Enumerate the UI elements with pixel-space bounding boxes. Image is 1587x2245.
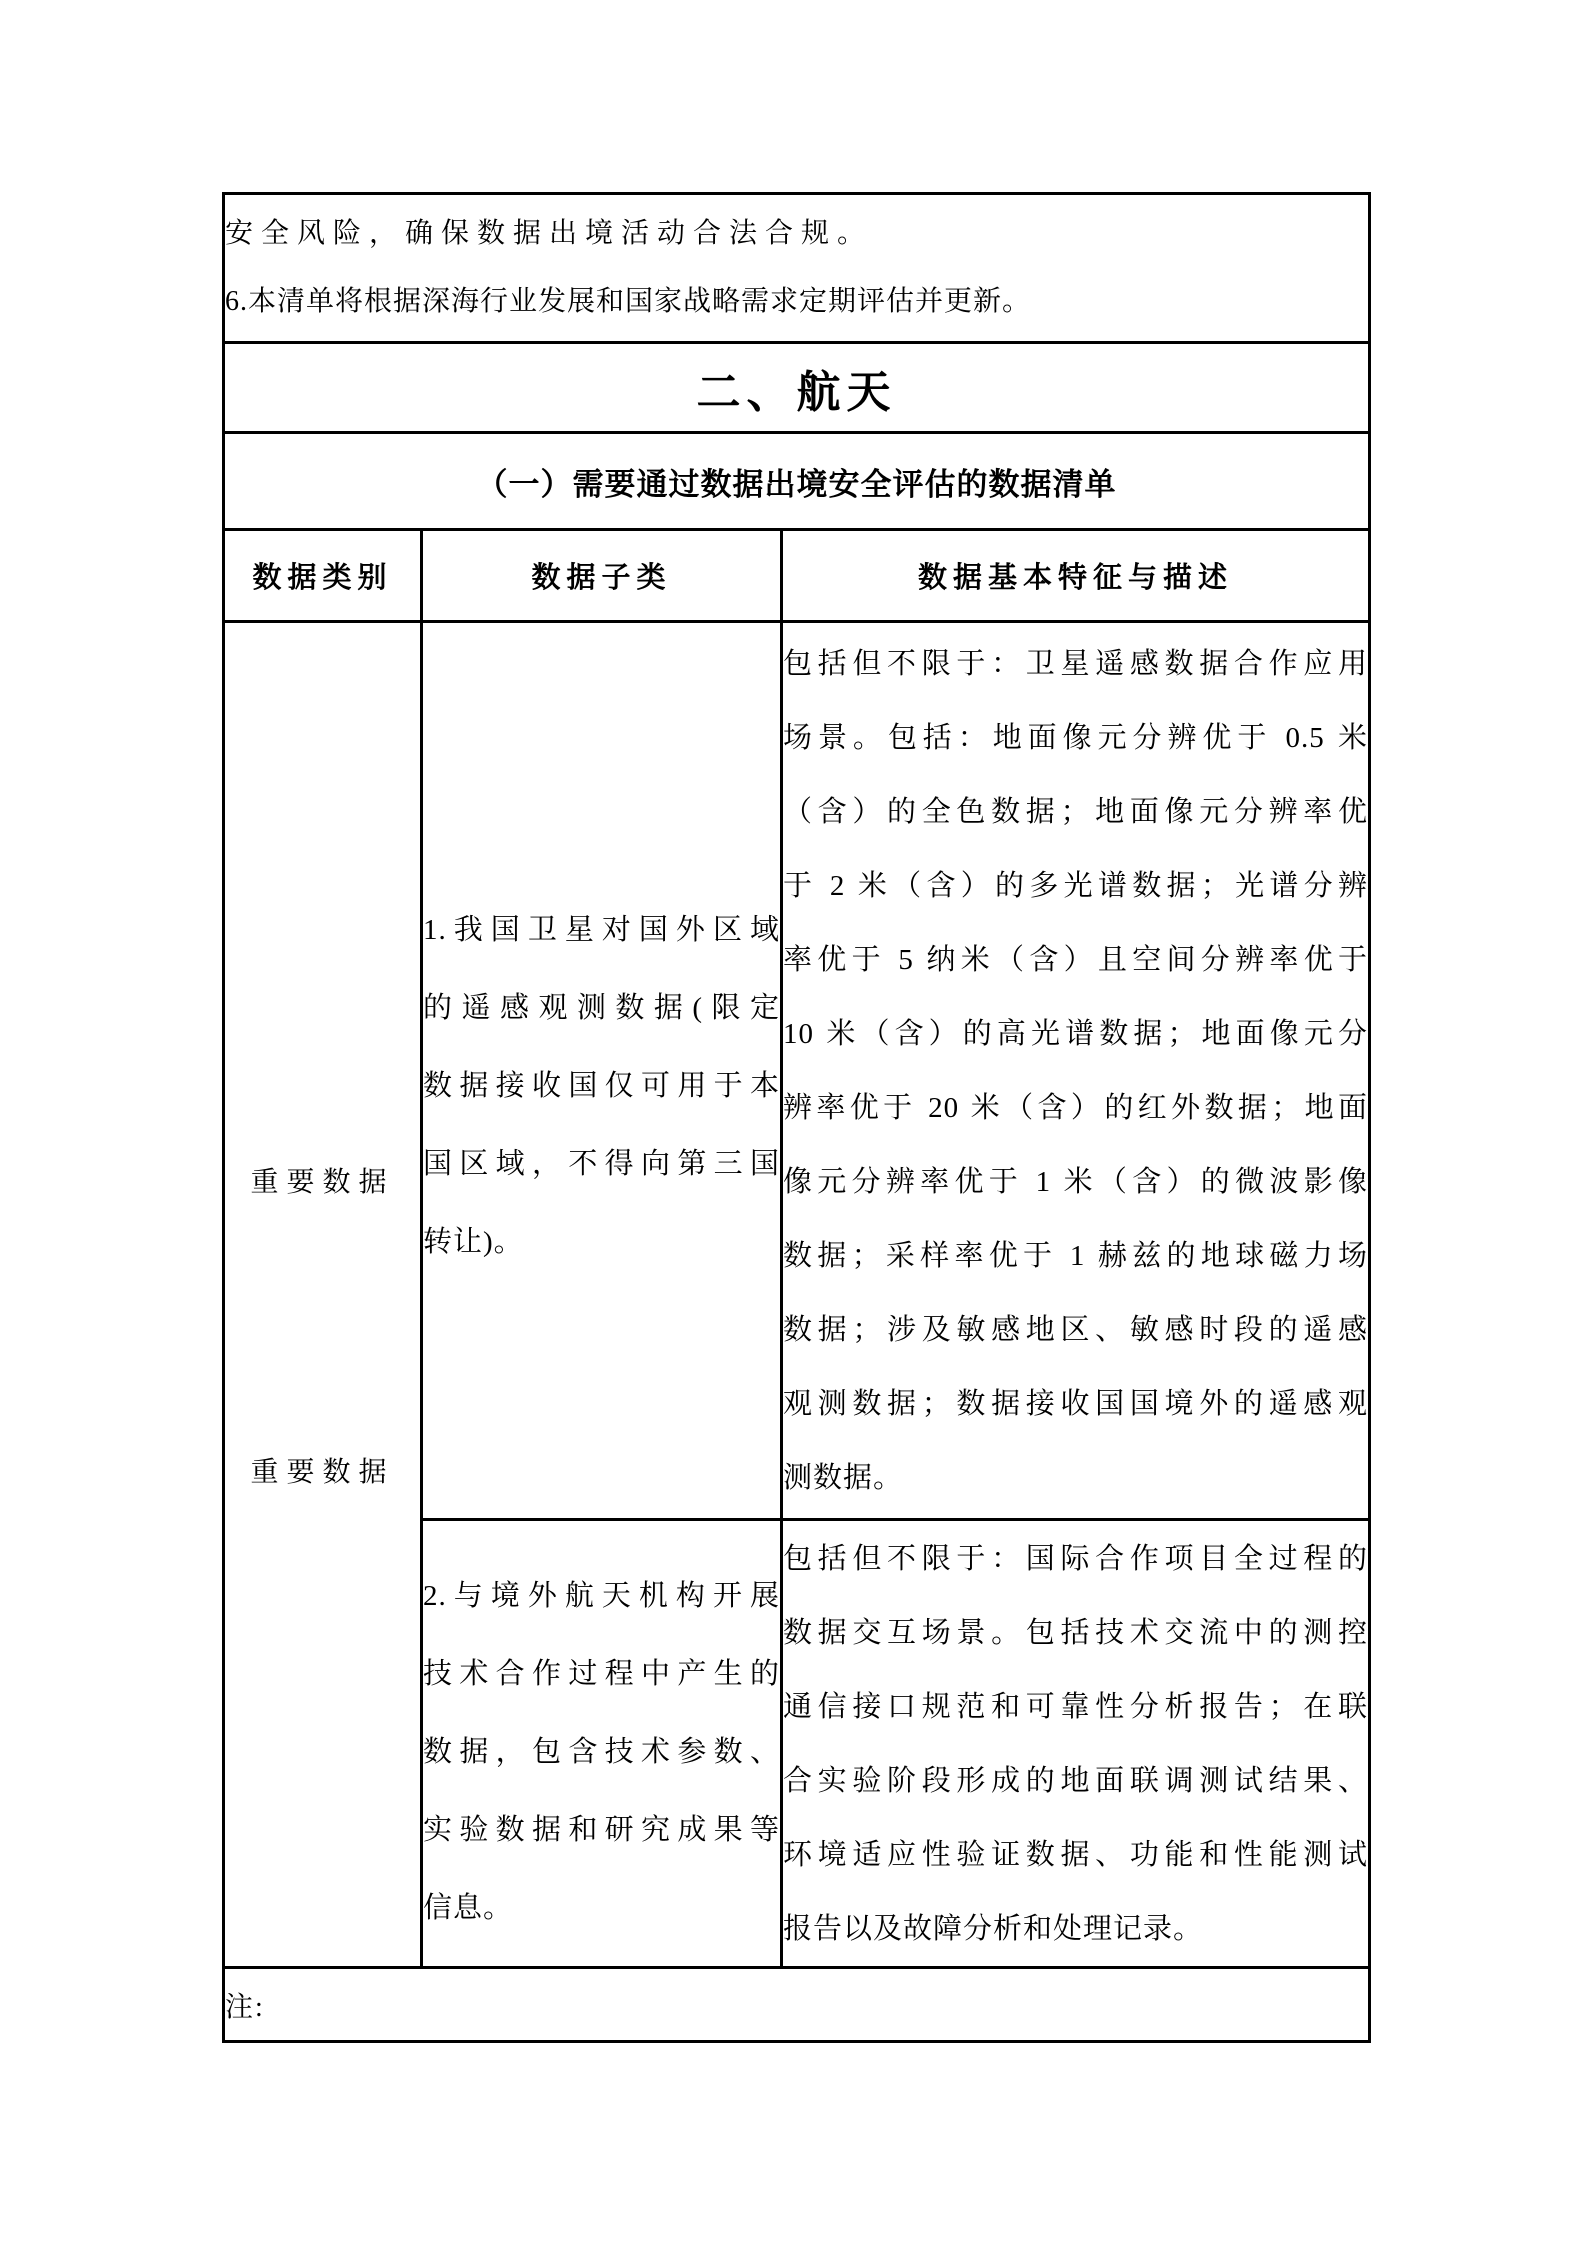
description-text-2: 包括但不限于：国际合作项目全过程的 数据交互场景。包括技术交流中的测控 通信接口规范和可靠性分析报告；在联 合实验阶段形成的地面联调测试结果、 环境适应性验证数据、功能和性能测试 报告以及故障分析和处理记录。 xyxy=(783,1542,1368,1945)
table-header-row xyxy=(224,530,1370,622)
section-title-row xyxy=(224,343,1370,433)
note-label: 注: xyxy=(224,1968,1370,2042)
intro-row xyxy=(224,194,1370,343)
data-export-assessment-table xyxy=(222,192,1371,2043)
description-cell-2 xyxy=(782,1520,1370,1968)
category-cell xyxy=(224,622,422,1968)
subclass-cell-1 xyxy=(422,622,782,1520)
intro-line-1: 安全风险，确保数据出境活动合法合规。 xyxy=(225,218,874,249)
category-label-important-data: 重要数据 xyxy=(250,1167,395,1198)
category-label-important-data-repeat: 重要数据 xyxy=(250,1457,395,1488)
description-text-1: 包括但不限于：卫星遥感数据合作应用 场景。包括：地面像元分辨优于 0.5 米 （含）的全色数据；地面像元分辨率优 于 2 米（含）的多光谱数据；光谱分辨 率优于 5 纳米（含）且空间分辨率优于 10 米（含）的高光谱数据；地面像元分 辨率优于 20 米（含）的红外数据；地面 像元分辨率优于 1 米（含）的微波影像 数据；采样率优于 1 赫兹的地球磁力场 数据；涉及敏感地区、敏感时段的遥感 观测数据；数据接收国国境外的遥感观 测数据。 xyxy=(783,647,1368,1494)
note-row xyxy=(224,1968,1370,2042)
header-data-description: 数据基本特征与描述 xyxy=(782,530,1370,622)
header-data-subclass: 数据子类 xyxy=(422,530,782,622)
header-data-category: 数据类别 xyxy=(224,530,422,622)
intro-cell xyxy=(224,194,1370,343)
table-row-1 xyxy=(224,622,1370,1520)
subsection-title: （一）需要通过数据出境安全评估的数据清单 xyxy=(224,433,1370,530)
subclass-cell-2 xyxy=(422,1520,782,1968)
description-cell-1 xyxy=(782,622,1370,1520)
section-title: 二、航天 xyxy=(224,343,1370,433)
subsection-title-row xyxy=(224,433,1370,530)
subclass-text-1: 1.我国卫星对国外区域 的遥感观测数据(限定 数据接收国仅可用于本 国区域，不得向第三国 转让)。 xyxy=(423,913,780,1258)
intro-line-2: 6.本清单将根据深海行业发展和国家战略需求定期评估并更新。 xyxy=(225,286,1032,317)
subclass-text-2: 2.与境外航天机构开展 技术合作过程中产生的 数据，包含技术参数、 实验数据和研究成果等 信息。 xyxy=(423,1579,780,1924)
